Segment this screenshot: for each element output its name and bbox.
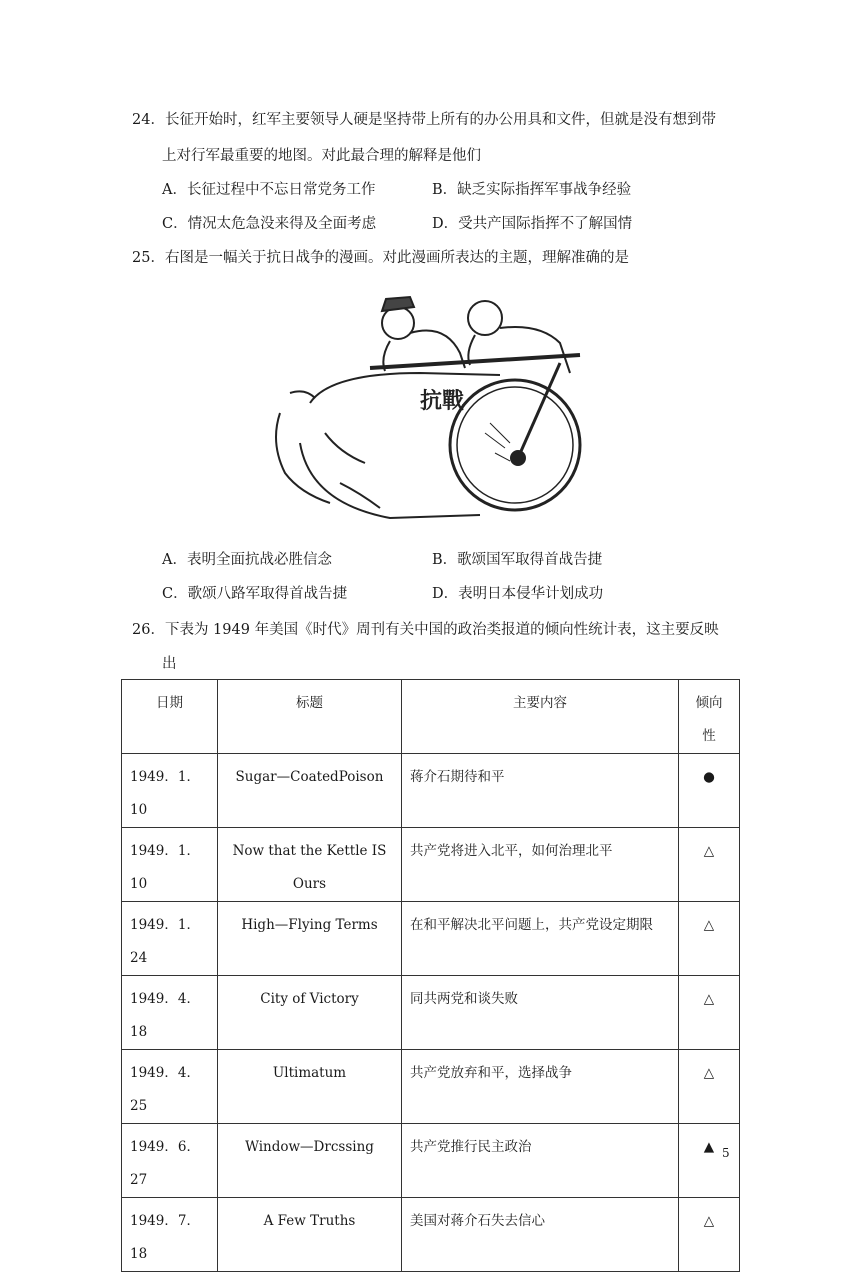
cell-tendency: △ [679, 1050, 740, 1124]
cell-date: 1949．1．10 [122, 754, 218, 828]
q25-stem: 25．右图是一幅关于抗日战争的漫画。对此漫画所表达的主题，理解准确的是 [132, 250, 629, 266]
cell-title: City of Victory [218, 976, 402, 1050]
q24-option-c: C．情况太危急没来得及全面考虑 [162, 216, 377, 232]
cell-content: 蒋介石期待和平 [402, 754, 679, 828]
table-row [122, 1124, 740, 1198]
cell-content: 共产党推行民主政治 [402, 1124, 679, 1198]
table-row [122, 1198, 740, 1272]
cell-tendency: ▲ [679, 1124, 740, 1198]
cell-content: 共产党放弃和平，选择战争 [402, 1050, 679, 1124]
cell-content: 美国对蒋介石失去信心 [402, 1198, 679, 1272]
cell-tendency: △ [679, 976, 740, 1050]
table-row [122, 902, 740, 976]
cell-content: 在和平解决北平问题上，共产党设定期限 [402, 902, 679, 976]
cell-content: 共产党将进入北平，如何治理北平 [402, 828, 679, 902]
cell-title: Ultimatum [218, 1050, 402, 1124]
q25-option-a: A．表明全面抗战必胜信念 [162, 552, 332, 568]
page-number: 5 [722, 1146, 730, 1160]
cell-date: 1949．4．25 [122, 1050, 218, 1124]
header-date: 日期 [122, 680, 218, 754]
q26-stem-line1: 26．下表为 1949 年美国《时代》周刊有关中国的政治类报道的倾向性统计表，这主要反映 [132, 622, 719, 638]
table-header-row [122, 680, 740, 754]
q24-option-d: D．受共产国际指挥不了解国情 [432, 216, 633, 232]
cell-title: Window—Drcssing [218, 1124, 402, 1198]
cell-date: 1949．7．18 [122, 1198, 218, 1272]
table-row [122, 754, 740, 828]
cell-tendency: △ [679, 828, 740, 902]
cell-title: Now that the Kettle IS Ours [218, 828, 402, 902]
q24-stem-line1: 24．长征开始时，红军主要领导人硬是坚持带上所有的办公用具和文件，但就是没有想到带 [132, 112, 716, 128]
table-row [122, 1050, 740, 1124]
cell-date: 1949．1．10 [122, 828, 218, 902]
war-cartoon-image [270, 293, 590, 533]
table-row [122, 976, 740, 1050]
time-magazine-report-table [121, 679, 740, 1272]
header-title: 标题 [218, 680, 402, 754]
cell-tendency: ● [679, 754, 740, 828]
header-content: 主要内容 [402, 680, 679, 754]
cell-title: Sugar—CoatedPoison [218, 754, 402, 828]
q24-option-a: A．长征过程中不忘日常党务工作 [162, 182, 376, 198]
table-row [122, 828, 740, 902]
q25-option-d: D．表明日本侵华计划成功 [432, 586, 604, 602]
cell-tendency: △ [679, 1198, 740, 1272]
q25-option-b: B．歌颂国军取得首战告捷 [432, 552, 603, 568]
q24-stem-line2: 上对行军最重要的地图。对此最合理的解释是他们 [162, 148, 481, 164]
cell-title: A Few Truths [218, 1198, 402, 1272]
cell-date: 1949．4．18 [122, 976, 218, 1050]
cell-title: High—Flying Terms [218, 902, 402, 976]
cartoon-caption: 抗戰 [420, 388, 465, 414]
cell-date: 1949．6．27 [122, 1124, 218, 1198]
q26-stem-line2: 出 [162, 656, 177, 672]
cartoon-illustration [270, 293, 590, 533]
cell-tendency: △ [679, 902, 740, 976]
q25-option-c: C．歌颂八路军取得首战告捷 [162, 586, 348, 602]
cell-date: 1949．1．24 [122, 902, 218, 976]
header-tendency: 倾向性 [679, 680, 740, 754]
q24-option-b: B．缺乏实际指挥军事战争经验 [432, 182, 632, 198]
cell-content: 同共两党和谈失败 [402, 976, 679, 1050]
